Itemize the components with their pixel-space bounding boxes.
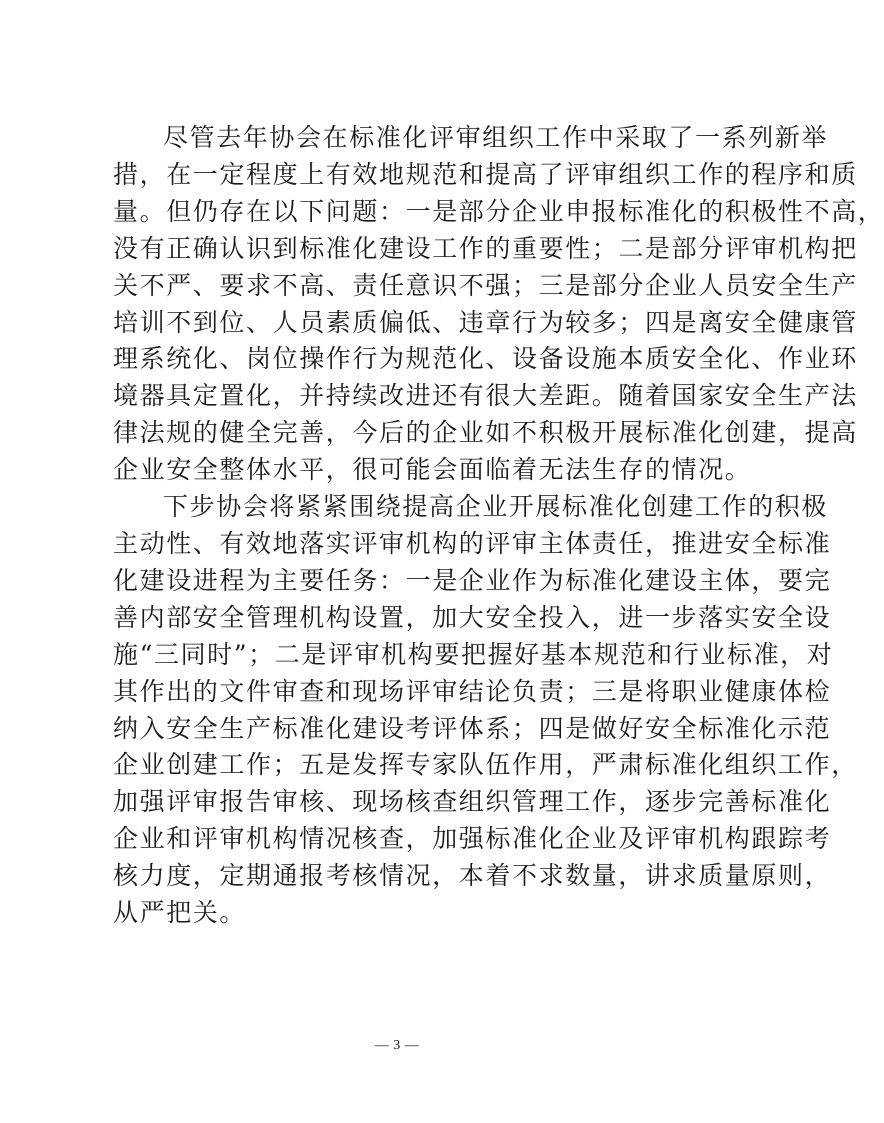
text-line: 纳入安全生产标准化建设考评体系；四是做好安全标准化示范 <box>113 713 832 743</box>
text-line: 化建设进程为主要任务：一是企业作为标准化建设主体，要完 <box>113 565 832 595</box>
page-number: — 3 — <box>374 1038 420 1053</box>
text-line: 下步协会将紧紧围绕提高企业开展标准化创建工作的积极 <box>163 492 829 522</box>
text-line: 境器具定置化，并持续改进还有很大差距。随着国家安全生产法 <box>113 381 858 411</box>
paragraph-next-steps <box>113 489 858 932</box>
text-line: 关不严、要求不高、责任意识不强；三是部分企业人员安全生产 <box>113 270 858 300</box>
text-line: 善内部安全管理机构设置，加大安全投入，进一步落实安全设 <box>113 602 832 632</box>
text-line: 理系统化、岗位操作行为规范化、设备设施本质安全化、作业环 <box>113 344 858 374</box>
text-line: 其作出的文件审查和现场评审结论负责；三是将职业健康体检 <box>113 676 832 706</box>
text-line: 措，在一定程度上有效地规范和提高了评审组织工作的程序和质 <box>113 159 858 189</box>
text-line: 没有正确认识到标准化建设工作的重要性；二是部分评审机构把 <box>113 233 858 263</box>
text-line: 企业和评审机构情况核查，加强标准化企业及评审机构跟踪考 <box>113 824 832 854</box>
text-line: 培训不到位、人员素质偏低、违章行为较多；四是离安全健康管 <box>113 307 858 337</box>
text-line: 加强评审报告审核、现场核查组织管理工作，逐步完善标准化 <box>113 787 832 817</box>
text-line: 企业安全整体水平，很可能会面临着无法生存的情况。 <box>113 455 752 485</box>
text-line: 核力度，定期通报考核情况，本着不求数量，讲求质量原则， <box>113 861 832 891</box>
text-line: 量。但仍存在以下问题：一是部分企业申报标准化的积极性不高， <box>113 196 884 226</box>
body-text <box>113 120 884 932</box>
text-line: 尽管去年协会在标准化评审组织工作中采取了一系列新举 <box>163 123 829 152</box>
text-line: 律法规的健全完善，今后的企业如不积极开展标准化创建，提高 <box>113 418 858 448</box>
text-line: 主动性、有效地落实评审机构的评审主体责任，推进安全标准 <box>113 528 832 558</box>
text-line: 企业创建工作；五是发挥专家队伍作用，严肃标准化组织工作， <box>113 750 858 780</box>
text-line: 施“三同时”；二是评审机构要把握好基本规范和行业标准，对 <box>113 639 834 669</box>
paragraph-problems <box>113 120 884 489</box>
text-line: 从严把关。 <box>113 898 247 928</box>
